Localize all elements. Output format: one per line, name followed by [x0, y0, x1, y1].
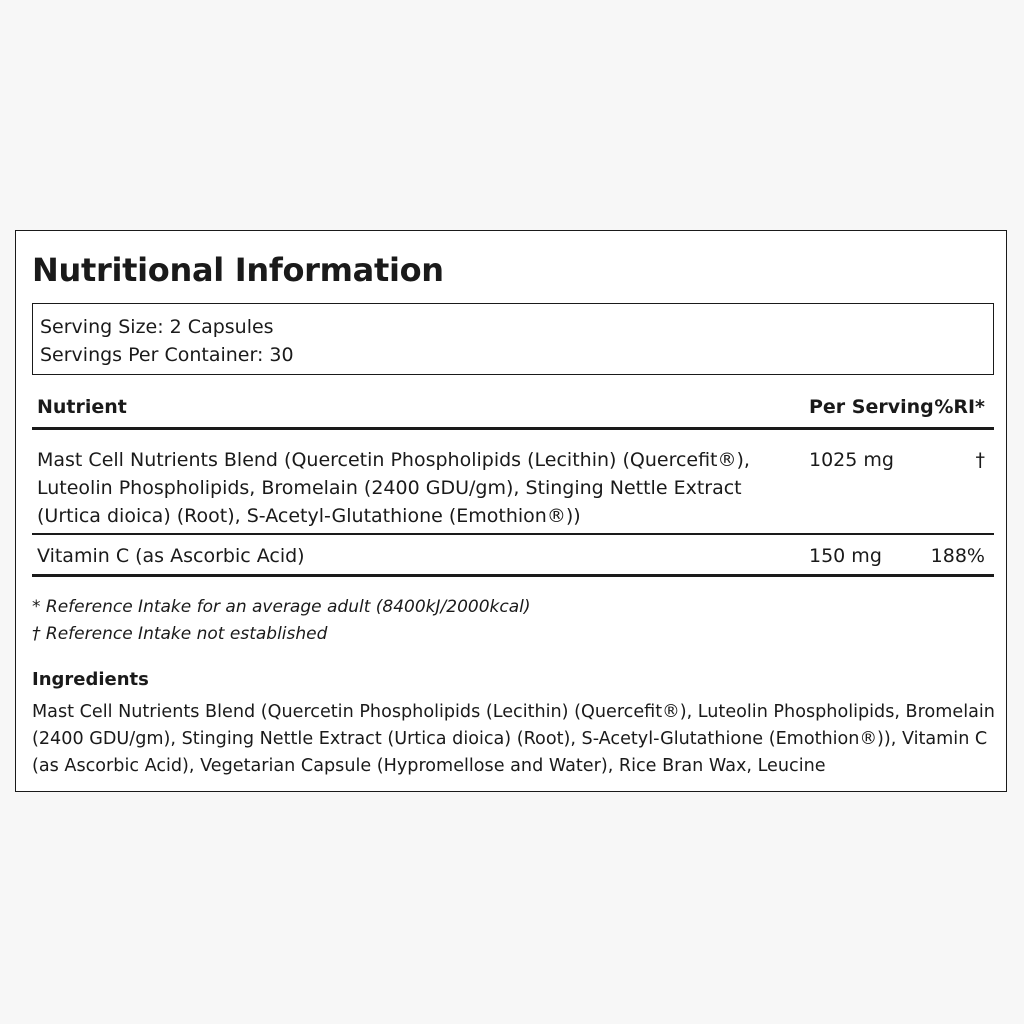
header-ri: %RI*: [934, 396, 985, 418]
footnote-reference-intake: * Reference Intake for an average adult (8400kJ/2000kcal): [32, 597, 531, 617]
serving-info-box: [32, 303, 994, 375]
page-title: Nutritional Information: [32, 251, 444, 289]
ingredients-text: Mast Cell Nutrients Blend (Quercetin Phospholipids (Lecithin) (Quercefit®), Luteolin Phospholipids, Bromelain (2400 GDU/gm), Stinging Nettle Extract (Urtica dioica) (Root), S-Acetyl-Glutathione (Emothion®)), Vitamin C (as Ascorbic Acid), Vegetarian Capsule (Hypromellose and Water), Rice Bran Wax, Leucine: [32, 702, 995, 776]
table-bottom-rule: [32, 574, 994, 577]
table-row-nutrient: Mast Cell Nutrients Blend (Quercetin Phospholipids (Lecithin) (Quercefit®), Luteolin Phospholipids, Bromelain (2400 GDU/gm), Stinging Nettle Extract (Urtica dioica) (Root), S-Acetyl-Glutathione (Emothion®)): [37, 449, 750, 527]
header-rule: [32, 427, 994, 430]
serving-size: Serving Size: 2 Capsules: [40, 316, 274, 338]
table-row-ri: †: [975, 449, 985, 471]
table-row-per-serving: 1025 mg: [809, 449, 894, 471]
servings-per-container: Servings Per Container: 30: [40, 344, 294, 366]
table-row-ri: 188%: [930, 545, 985, 567]
ingredients-heading: Ingredients: [32, 669, 149, 690]
header-per-serving: Per Serving: [809, 396, 934, 418]
row-divider: [32, 533, 994, 535]
footnote-not-established: † Reference Intake not established: [32, 624, 328, 644]
header-nutrient: Nutrient: [37, 396, 127, 418]
nutrition-panel: [15, 230, 1007, 792]
table-row-per-serving: 150 mg: [809, 545, 882, 567]
table-row-nutrient: Vitamin C (as Ascorbic Acid): [37, 545, 305, 567]
